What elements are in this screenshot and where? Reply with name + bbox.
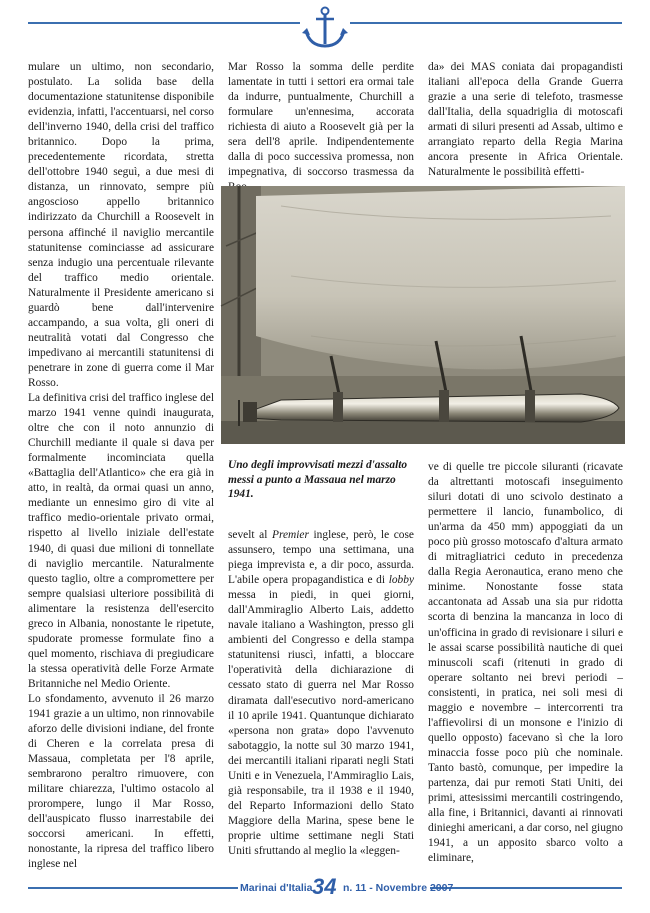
text-column-3-top (428, 60, 623, 180)
text-run: sevelt al (228, 529, 272, 541)
anchor-icon (300, 4, 350, 50)
header-rule-right (350, 22, 622, 24)
page-footer (240, 874, 454, 900)
photo-drawing (221, 186, 625, 444)
text-column-1 (28, 60, 214, 870)
magazine-name: Marinai d'Italia (240, 882, 313, 894)
footer-rule-left (28, 887, 238, 889)
paragraph: Mar Rosso la somma delle perdite lamentate in tutti i settori era ormai tale da indurre, puntualmente, Churchill a formulare un'ennesima, accorata richiesta di aiuto a Roosevelt già per la sera dell'8 aprile. Indipendentemente dalla di poco successiva promessa, non impegnativa, di soccorso trasmessa da (228, 61, 414, 179)
text-column-2-top (228, 60, 414, 180)
historical-photo (221, 186, 625, 444)
photo-caption: Uno degli improvvisati mezzi d'assalto messi a punto a Massaua nel marzo 1941. (228, 459, 408, 500)
paragraph: da» dei MAS coniata dai propagandisti italiani all'epoca della Grande Guerra grazie a una serie di telefoto, trasmesse dall'Italia, della squadriglia di motoscafi armati di siluri presenti ad Assab, ultimo e arrangiato reparto della Regia Marina ancora presente in Africa Orientale. Naturalmente le possibilità effetti- (428, 61, 623, 179)
paragraph: La definitiva crisi del traffico inglese del marzo 1941 venne quindi inaugurata, oltre che con il noto annunzio di Churchill mediante il quale si dava per formalmente incominciata quella «Battaglia dell'Atlantico» che era già in atto, in realtà, da ormai quasi un anno, mediante un ennesimo giro di vite al traffico medio-orientale privato ormai, rispetto al livello iniziale dell'estate 1940, di quasi due milioni di tonnellate di naviglio mercantile. Naturalmente questo taglio, oltre a compromettere per sempre qualsiasi ulteriore possibilità di alimentare la resistenza dell'esercito greco in Albania, nonostante le ripetute, spudorate promesse formulate fino a quel momento, rischiava di pregiudicare la stessa operatività delle Forze Armate Britanniche nel Medio Oriente. (28, 392, 214, 690)
paragraph: ve di quelle tre piccole siluranti (ricavate da altrettanti motoscafi inseguimento siluri dotati di uno scivolo destinato a permettere il lancio, funambolico, di un'arma da 450 mm) appoggiati da un poco più grosso motoscafo d'altura armato di mitragliatrici ceduto in precedenza dalla Regia Aeronautica, erano meno che minime. Nonostante fosse stata accantonata ad Assab una sia pur ridotta scorta di benzina la mancanza in loco di un'officina in grado di revisionare i siluri e le assai scarse possibilità nautiche di quei minuscoli scafi (ritenuti in grado di operare soltanto nei brevi periodi – consistenti, in pratica, nei soli mesi di maggio e novembre – intercorrenti tra l'affievolirsi di un monsone e l'inizio di quello opposto) facevano sì che la loro minaccia fosse poco più che nominale. Tanto bastò, comunque, per impedire la partenza, dai pur remoti Stati Uniti, dei primi, attesissimi mercantili costringendo, alla fine, i Britannici, davanti ai rinnovati dinieghi americani, a dar corso, nel giugno 1941, a un apposito sbarco volto a eliminare, (428, 461, 623, 865)
header-rule-left (28, 22, 300, 24)
footer-rule-right (430, 887, 622, 889)
text-column-3-bottom (428, 460, 623, 870)
emphasis: lobby (388, 574, 414, 587)
text-column-2-bottom (228, 528, 414, 870)
paragraph: mulare un ultimo, non secondario, postulato. La solida base della documentazione statunitense disponibile evidenzia, infatti, l'accentuarsi, nel corso dell'inverno 1940, della crisi del traffico britannico. Dopo la prima, precedentemente ricordata, stretta dell'ottobre 1940 seguì, a due mesi di distanza, un rinnovato, sempre più angoscioso appello britannico indirizzato da Churchill a Roosevelt in persona affinché il naviglio mercantile statunitense cominciasse ad assicurare senza indugio una percentuale rilevante del traffico medio orientale. Naturalmente il Presidente americano si guardò bene dall'intervenire accampando, a sua volta, gli oneri di neutralità votati dal Congresso che impedivano ai mercantili statunitensi di penetrare in zone di guerra come il Mar Rosso. (28, 61, 214, 389)
emphasis: Premier (272, 529, 309, 541)
paragraph: Lo sfondamento, avvenuto il 26 marzo 1941 grazie a un ultimo, non rinnovabile aforzo delle divisioni indiane, del fronte di Cheren e la correlata presa di Massaua, completata per l'8 aprile, sembrarono peraltro rimuovere, con militare chiarezza, l'ultimo ostacolo al prorompere, lungo il Mar Rosso, dell'auspicato flusso inarrestabile dei soccorsi americani. In effetti, nonostante, la ripresa del traffico libero inglese nel (28, 692, 214, 871)
text-run: inglese, però, le cose assunsero, tempo una settimana, una piega imprevista e, a dir poco, assurda. L'abile opera propagandistica e di (228, 529, 414, 587)
paragraph (228, 528, 414, 859)
page-number: 34 (312, 874, 337, 899)
issue-label: n. 11 - Novembre 2007 (343, 882, 454, 894)
text-run: messa in piedi, in quei giorni, dall'Ammiraglio Alberto Lais, addetto navale italiano a Washington, presso gli ambienti del Congresso e della stampa statunitensi riuscì, infatti, a bloccare l'operatività della dichiarazione di cessato stato di guerra nel Mar Rosso diramata dall'esecutivo nord-americano il 10 aprile 1941. Quantunque dichiarato «persona non grata» dopo l'avvenuto sabotaggio, la notte sul 30 marzo 1941, dei mercantili italiani riparati negli Stati Uniti e in Venezuela, l'Ammiraglio Lais, già responsabile, tra il 1938 e il 1940, del Reparto Informazioni dello Stato Maggiore della Marina, spese bene le proprie ultime settimane negli Stati Uniti sfruttando al meglio la «leggen- (228, 589, 414, 857)
